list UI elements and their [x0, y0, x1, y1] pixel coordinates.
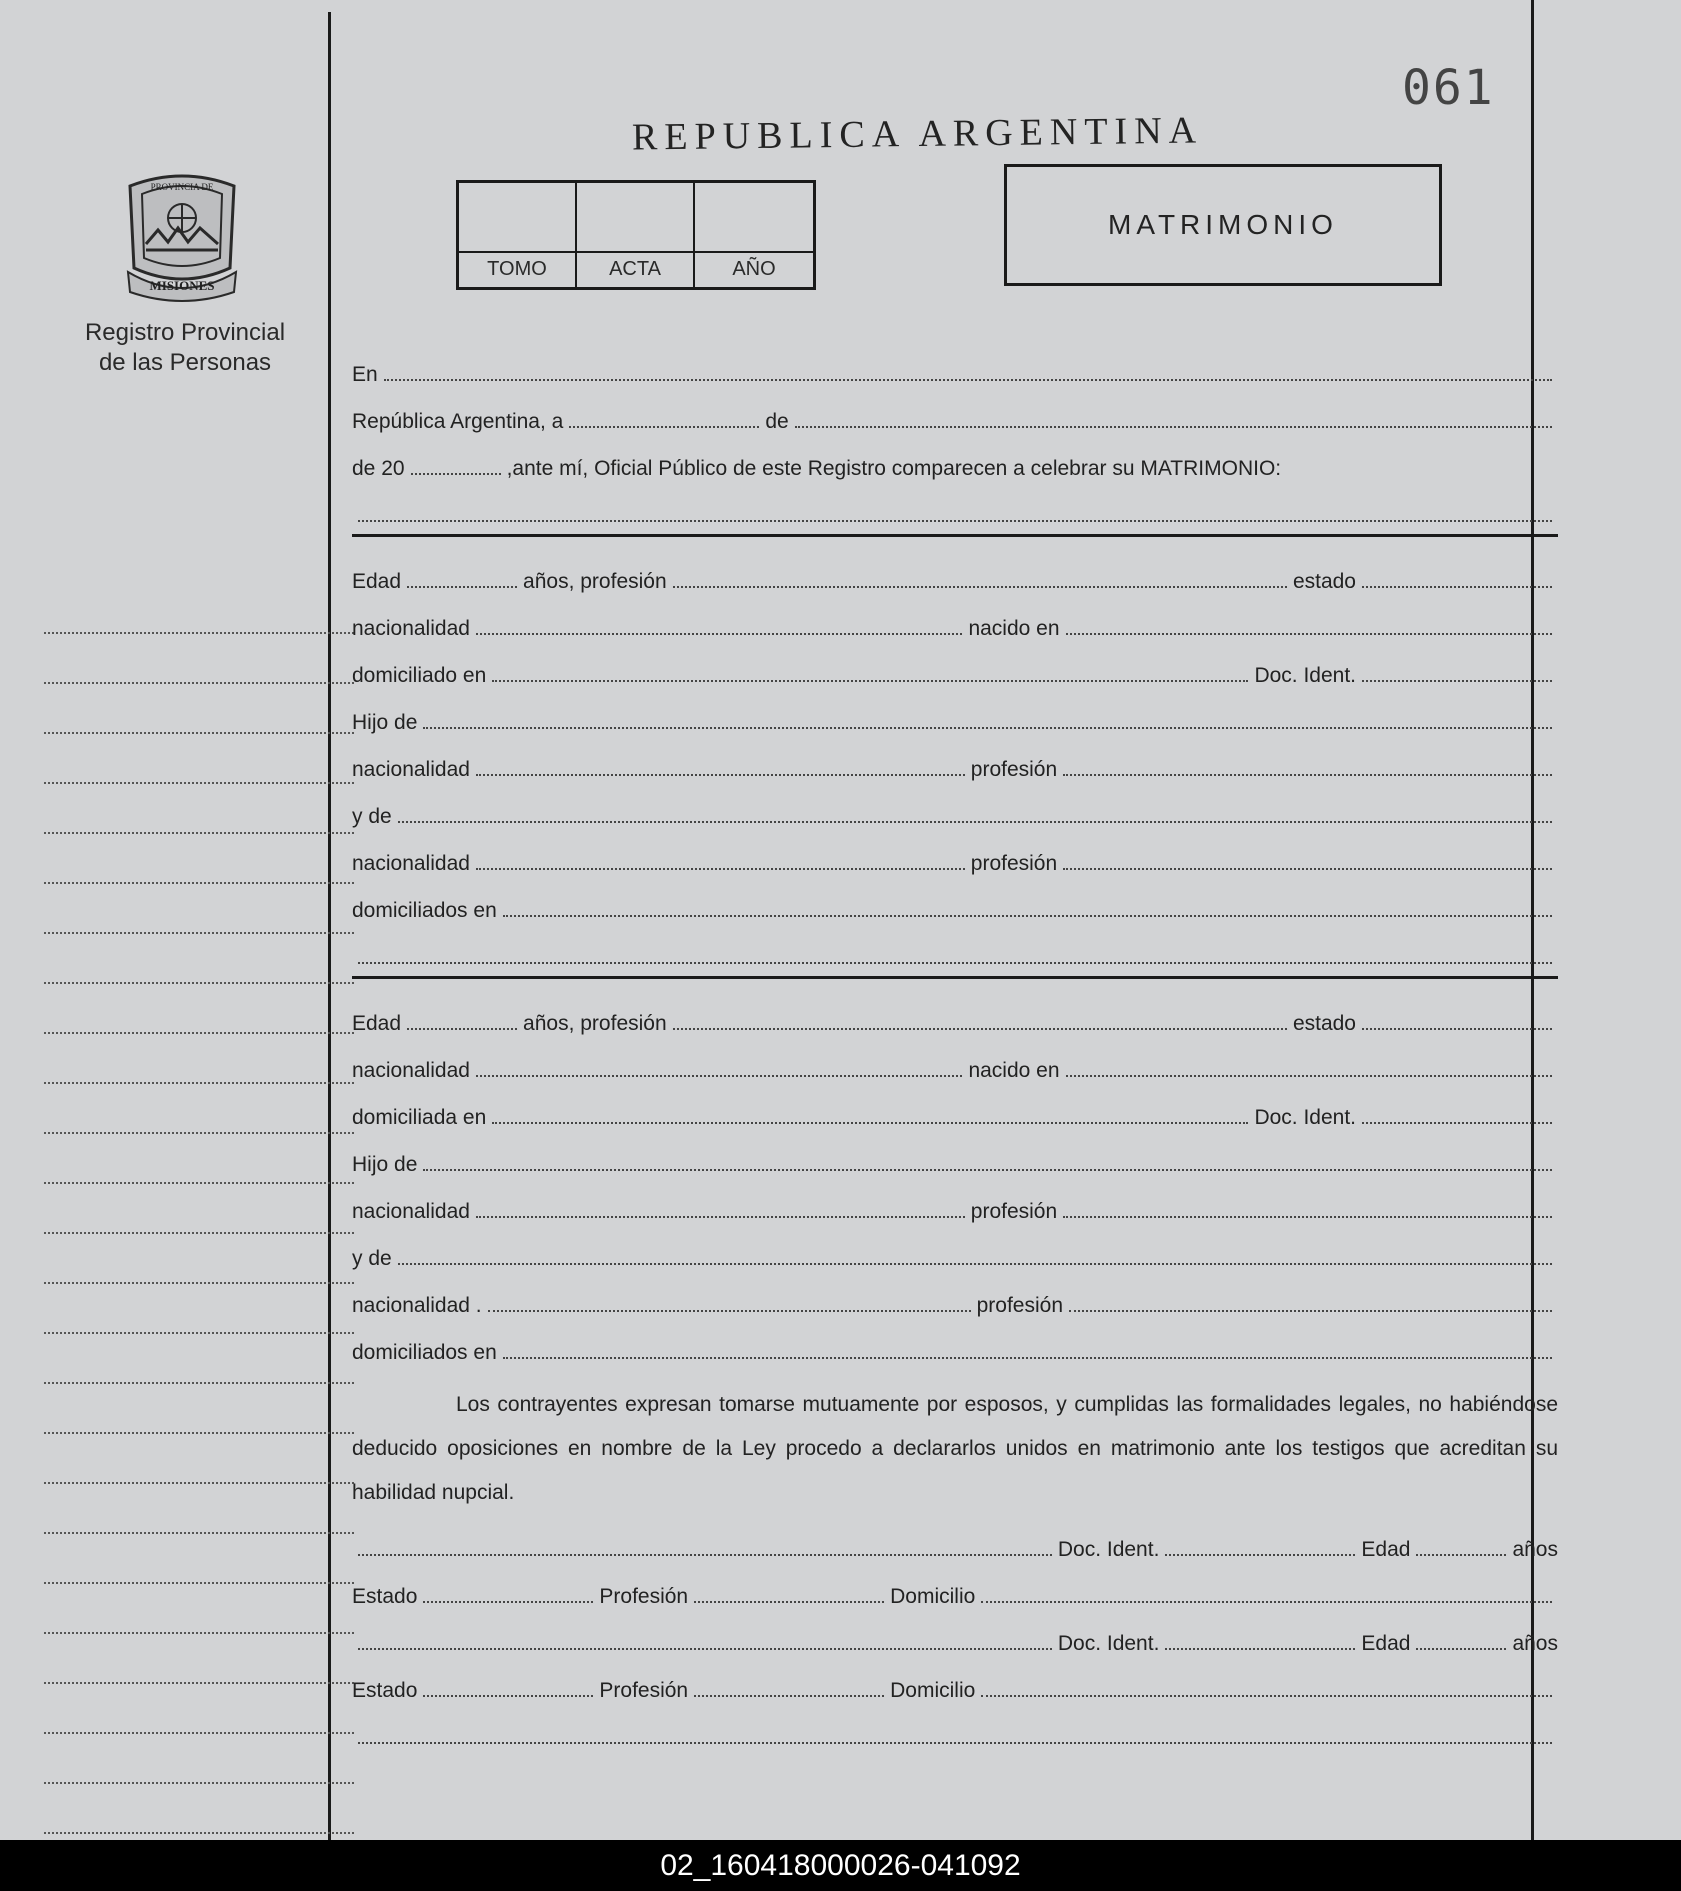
groom-row-mother-nationality: [352, 829, 1558, 876]
margin-note-line[interactable]: [44, 1734, 354, 1784]
domiciliado-en-label: domiciliado en: [352, 664, 487, 687]
groom-father-nationality-field[interactable]: [476, 766, 965, 776]
margin-note-line[interactable]: [44, 1234, 354, 1284]
profesion-label: profesión: [976, 1294, 1063, 1317]
groom-row-parents-address: [352, 876, 1558, 923]
profesion-label: profesión: [970, 1200, 1058, 1223]
witness2-profession-field[interactable]: [694, 1687, 884, 1697]
witness2-row-name: [352, 1609, 1558, 1656]
nacionalidad-label: nacionalidad: [352, 1200, 470, 1223]
republica-label: República Argentina, a: [352, 410, 564, 433]
margin-note-line[interactable]: [44, 784, 354, 834]
bride-row-age: [352, 989, 1558, 1036]
margin-note-line[interactable]: [44, 684, 354, 734]
margin-note-line[interactable]: [44, 1434, 354, 1484]
profesion-label: Profesión: [599, 1585, 689, 1608]
groom-father-profession-field[interactable]: [1063, 766, 1552, 776]
registry-title-line1: Registro Provincial: [84, 319, 286, 346]
domicilio-label: Domicilio: [890, 1679, 976, 1702]
anos-label: años: [1512, 1632, 1558, 1655]
acta-field[interactable]: [577, 183, 695, 251]
margin-note-line[interactable]: [44, 1284, 354, 1334]
ante-mi-label: ,ante mí, Oficial Público de este Registro comparecen a celebrar su MATRIMONIO:: [506, 457, 1282, 480]
margin-note-line[interactable]: [44, 1634, 354, 1684]
estado-label: estado: [1292, 1012, 1356, 1035]
bride-address-field[interactable]: [492, 1114, 1248, 1124]
margin-note-line[interactable]: [44, 1034, 354, 1084]
marriage-form: [352, 340, 1558, 1750]
margin-note-line[interactable]: [44, 734, 354, 784]
margin-note-line[interactable]: [44, 884, 354, 934]
margin-note-line[interactable]: [44, 1334, 354, 1384]
intro-row-blank: [352, 481, 1558, 528]
en-label: En: [352, 363, 378, 386]
estado-label: Estado: [352, 1679, 418, 1702]
section-separator: [352, 976, 1558, 979]
groom-age-field[interactable]: [407, 578, 517, 588]
domiciliados-en-label: domiciliados en: [352, 1341, 497, 1364]
margin-note-line[interactable]: [44, 1784, 354, 1834]
margin-note-line[interactable]: [44, 634, 354, 684]
bride-nationality-field[interactable]: [476, 1067, 963, 1077]
witness2-age-field[interactable]: [1416, 1640, 1506, 1650]
edad-label: Edad: [1361, 1538, 1411, 1561]
profesion-label: profesión: [970, 758, 1058, 781]
y-de-label: y de: [352, 805, 392, 828]
closing-extra-field[interactable]: [358, 1734, 1552, 1744]
groom-father-field[interactable]: [423, 719, 1552, 729]
groom-row-nationality: [352, 594, 1558, 641]
place-field[interactable]: [384, 371, 1552, 381]
groom-row-blank: [352, 923, 1558, 970]
groom-parents-address-field[interactable]: [503, 907, 1552, 917]
nacionalidad-label: nacionalidad: [352, 758, 470, 781]
edad-label: Edad: [1361, 1632, 1411, 1655]
margin-note-line[interactable]: [44, 1484, 354, 1534]
groom-mother-nationality-field[interactable]: [476, 860, 965, 870]
witness1-age-field[interactable]: [1416, 1546, 1506, 1556]
act-type-box: [1004, 164, 1442, 286]
margin-note-line[interactable]: [44, 1684, 354, 1734]
witness1-profession-field[interactable]: [694, 1593, 884, 1603]
bride-mother-profession-field[interactable]: [1069, 1302, 1552, 1312]
margin-note-line[interactable]: [44, 584, 354, 634]
nacionalidad-label: nacionalidad: [352, 852, 470, 875]
bride-row-parents-address: [352, 1318, 1558, 1365]
form-number: 061: [1402, 60, 1495, 116]
groom-row-address: [352, 641, 1558, 688]
margin-notes-lines: [44, 584, 354, 1834]
section-separator: [352, 534, 1558, 537]
bride-row-mother-nationality: [352, 1271, 1558, 1318]
bride-age-field[interactable]: [407, 1020, 517, 1030]
de20-label: de 20: [352, 457, 405, 480]
intro-row-year: [352, 434, 1558, 481]
groom-nationality-field[interactable]: [476, 625, 963, 635]
registry-title: [60, 318, 310, 378]
bride-father-profession-field[interactable]: [1063, 1208, 1552, 1218]
margin-note-line[interactable]: [44, 934, 354, 984]
bride-row-address: [352, 1083, 1558, 1130]
intro-row-date: [352, 387, 1558, 434]
bride-profession-field[interactable]: [673, 1020, 1287, 1030]
groom-row-father-nationality: [352, 735, 1558, 782]
margin-note-line[interactable]: [44, 1534, 354, 1584]
bride-father-nationality-field[interactable]: [476, 1208, 965, 1218]
groom-row-father: [352, 688, 1558, 735]
bride-id-field[interactable]: [1362, 1114, 1552, 1124]
bride-row-nationality: [352, 1036, 1558, 1083]
witness2-name-field[interactable]: [358, 1640, 1052, 1650]
groom-mother-field[interactable]: [398, 813, 1552, 823]
nacionalidad-label: nacionalidad: [352, 617, 470, 640]
margin-note-line[interactable]: [44, 984, 354, 1034]
profesion-label: Profesión: [599, 1679, 689, 1702]
groom-row-age: [352, 547, 1558, 594]
profesion-label: profesión: [970, 852, 1058, 875]
closing-row-blank: [352, 1703, 1558, 1750]
edad-label: Edad: [352, 1012, 402, 1035]
bride-parents-address-field[interactable]: [503, 1349, 1552, 1359]
witness2-row-details: [352, 1656, 1558, 1703]
registry-title-line2: de las Personas: [98, 349, 272, 376]
witness1-id-field[interactable]: [1165, 1546, 1355, 1556]
margin-note-line[interactable]: [44, 1084, 354, 1134]
country-title: REPUBLICA ARGENTINA: [631, 109, 1204, 159]
tomo-field[interactable]: [459, 183, 577, 251]
domiciliada-en-label: domiciliada en: [352, 1106, 487, 1129]
bride-row-mother: [352, 1224, 1558, 1271]
margin-note-line[interactable]: [44, 1584, 354, 1634]
bride-status-field[interactable]: [1362, 1020, 1552, 1030]
seal-bottom-text: MISIONES: [149, 278, 215, 293]
nacionalidad-label: nacionalidad: [352, 1059, 470, 1082]
bride-row-father: [352, 1130, 1558, 1177]
domiciliados-en-label: domiciliados en: [352, 899, 497, 922]
margin-note-line[interactable]: [44, 1184, 354, 1234]
nacionalidad-label: nacionalidad .: [352, 1294, 482, 1317]
year-field[interactable]: [411, 465, 501, 475]
misiones-seal-icon: [122, 172, 242, 304]
bride-mother-field[interactable]: [398, 1255, 1552, 1265]
groom-birthplace-field[interactable]: [1066, 625, 1553, 635]
hijo-de-label: Hijo de: [352, 1153, 418, 1176]
witness2-id-field[interactable]: [1165, 1640, 1355, 1650]
domicilio-label: Domicilio: [890, 1585, 976, 1608]
groom-profession-field[interactable]: [673, 578, 1287, 588]
doc-ident-label: Doc. Ident.: [1254, 664, 1356, 687]
margin-note-line[interactable]: [44, 1134, 354, 1184]
groom-extra-field[interactable]: [358, 954, 1552, 964]
estado-label: estado: [1292, 570, 1356, 593]
day-field[interactable]: [569, 418, 759, 428]
margin-note-line[interactable]: [44, 1384, 354, 1434]
registry-reference-table: [456, 180, 816, 290]
bride-row-father-nationality: [352, 1177, 1558, 1224]
acta-label: ACTA: [577, 251, 695, 287]
declaration-text: Los contrayentes expresan tomarse mutuamente por esposos, y cumplidas las formalidades legales, no habiéndose deducido oposiciones en nombre de la Ley procedo a declararlos unidos en matrimonio ante los testigos que acreditan su habilidad nupcial.: [352, 1393, 1558, 1504]
intro-row-place: [352, 340, 1558, 387]
seal-top-text: PROVINCIA DE: [150, 182, 214, 192]
nacido-en-label: nacido en: [968, 617, 1060, 640]
witness1-address-field[interactable]: [981, 1593, 1552, 1603]
bride-father-field[interactable]: [423, 1161, 1552, 1171]
doc-ident-label: Doc. Ident.: [1254, 1106, 1356, 1129]
groom-mother-profession-field[interactable]: [1063, 860, 1552, 870]
estado-label: Estado: [352, 1585, 418, 1608]
bride-birthplace-field[interactable]: [1066, 1067, 1553, 1077]
scan-identifier: 02_160418000026-041092: [660, 1849, 1021, 1882]
anos-label: años: [1512, 1538, 1558, 1561]
groom-address-field[interactable]: [492, 672, 1248, 682]
month-field[interactable]: [795, 418, 1552, 428]
anos-profesion-label: años, profesión: [523, 1012, 667, 1035]
nacido-en-label: nacido en: [968, 1059, 1060, 1082]
scan-footer-bar: [0, 1840, 1681, 1891]
bride-mother-nationality-field[interactable]: [488, 1302, 971, 1312]
edad-label: Edad: [352, 570, 402, 593]
witness2-address-field[interactable]: [981, 1687, 1552, 1697]
ano-field[interactable]: [695, 183, 813, 251]
groom-id-field[interactable]: [1362, 672, 1552, 682]
witness1-status-field[interactable]: [423, 1593, 593, 1603]
de-label: de: [765, 410, 789, 433]
hijo-de-label: Hijo de: [352, 711, 418, 734]
witness2-status-field[interactable]: [423, 1687, 593, 1697]
groom-row-mother: [352, 782, 1558, 829]
y-de-label: y de: [352, 1247, 392, 1270]
act-type-label: MATRIMONIO: [1108, 209, 1338, 240]
anos-profesion-label: años, profesión: [523, 570, 667, 593]
doc-ident-label: Doc. Ident.: [1057, 1538, 1160, 1561]
doc-ident-label: Doc. Ident.: [1057, 1632, 1160, 1655]
declaration-paragraph: [352, 1383, 1558, 1515]
witness1-row-details: [352, 1562, 1558, 1609]
intro-extra-field[interactable]: [358, 512, 1552, 522]
witness1-row-name: [352, 1515, 1558, 1562]
groom-status-field[interactable]: [1362, 578, 1552, 588]
tomo-label: TOMO: [459, 251, 577, 287]
ano-label: AÑO: [695, 251, 813, 287]
margin-note-line[interactable]: [44, 834, 354, 884]
witness1-name-field[interactable]: [358, 1546, 1052, 1556]
